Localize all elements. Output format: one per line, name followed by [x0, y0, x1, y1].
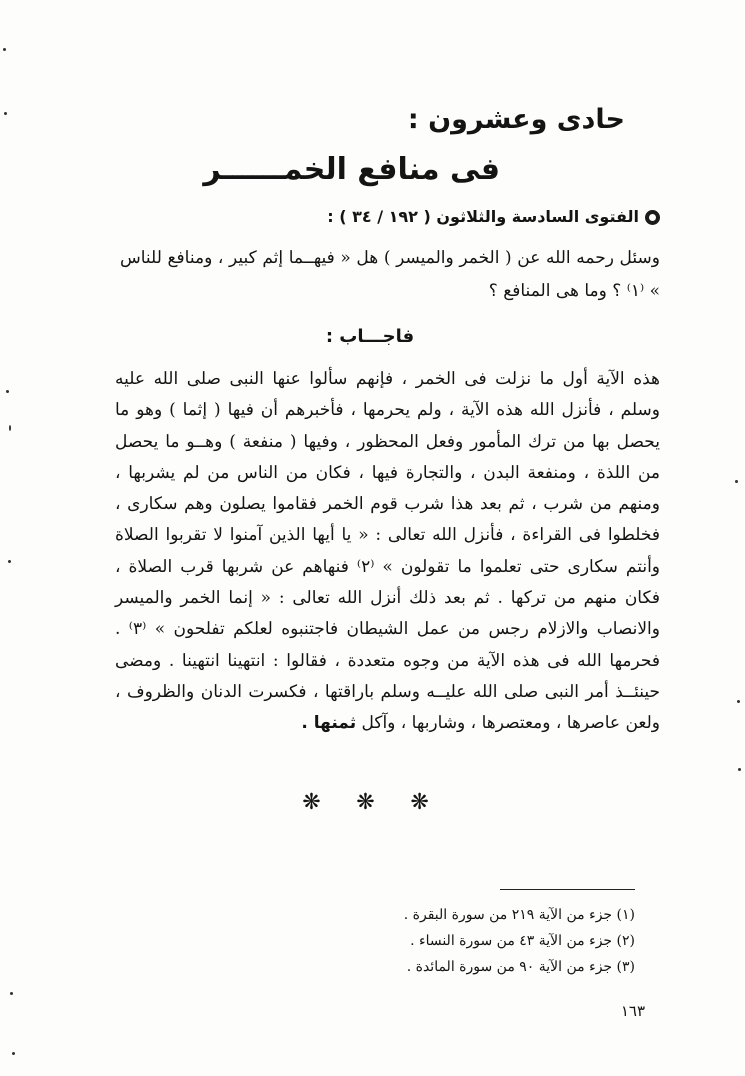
- fatwa-heading-text: الفتوى السادسة والثلاثون ( ١٩٢ / ٣٤ ) :: [327, 207, 639, 226]
- footnote-divider: [500, 889, 635, 890]
- bullet-icon: [645, 210, 660, 225]
- fatwa-heading: [100, 203, 660, 231]
- scan-speck: [735, 480, 738, 483]
- footnotes: [215, 902, 635, 980]
- footnote-item: (١) جزء من الآية ٢١٩ من سورة البقرة .: [403, 907, 635, 923]
- footnote-item: (٢) جزء من الآية ٤٣ من سورة النساء .: [410, 933, 635, 949]
- fatwa-question: وسئل رحمه الله عن ( الخمر والميسر ) هل « فيهــما إثم كبير ، ومنافع للناس » ⁽١⁾ ؟ وما هى المنافع ؟: [120, 248, 660, 301]
- chapter-title: حادى وعشرون :: [407, 104, 625, 135]
- page-number: ١٦٣: [620, 1002, 645, 1020]
- answer-body: [115, 364, 660, 740]
- scan-speck: [8, 560, 11, 563]
- section-separator: ❋ ❋ ❋: [302, 790, 443, 815]
- scan-speck: [737, 700, 740, 703]
- answer-heading: فاجـــاب :: [325, 326, 415, 347]
- scan-speck: [12, 1052, 15, 1055]
- scan-speck: [4, 112, 7, 115]
- scan-speck: [6, 390, 9, 393]
- scan-speck: [9, 425, 11, 431]
- footnote-item: (٣) جزء من الآية ٩٠ من سورة المائدة .: [406, 959, 635, 975]
- section-title: فى منافع الخمــــــر: [203, 152, 500, 187]
- scan-speck: [738, 768, 741, 771]
- answer-text: هذه الآية أول ما نزلت فى الخمر ، فإنهم سألوا عنها النبى صلى الله عليه وسلم ، فأنزل الله هذه الآية ، ولم يحرمها ، فأخبرهم أن فيها ( إثما ) وهو ما يحصل بها من ترك المأمور وفعل المحظور ، وفيها ( منفعة ) وهــو ما يحصل من اللذة ، ومنفعة البدن ، والتجارة فيها ، فكان من الناس من لم يشربها ، ومنهم من شرب ، ثم بعد هذا شرب قوم الخمر فقاموا يصلون وهم سكارى ، فخلطوا فى القراءة ، فأنزل الله تعالى : « يا أيها الذين آمنوا لا تقربوا الصلاة وأنتم سكارى حتى تعلموا ما تقولون » ⁽٢⁾ فنهاهم عن شربها قرب الصلاة ، فكان منهم من تركها . ثم بعد ذلك أنزل الله تعالى : « إنما الخمر والميسر والانصاب والازلام رجس من عمل الشيطان فاجتنبوه لعلكم تفلحون » ⁽٣⁾ . فحرمها الله فى هذه الآية من وجوه متعددة ، فقالوا : انتهينا انتهينا . ومضى حينئــذ أمر النبى صلى الله عليــه وسلم باراقتها ، فكسرت الدنان والظروف ، ولعن عاصرها ، ومعتصرها ، وشاربها ، وآكل: [115, 369, 661, 734]
- scan-speck: [3, 48, 6, 51]
- scan-speck: [10, 992, 13, 995]
- answer-last-word: ثمنها .: [301, 713, 357, 734]
